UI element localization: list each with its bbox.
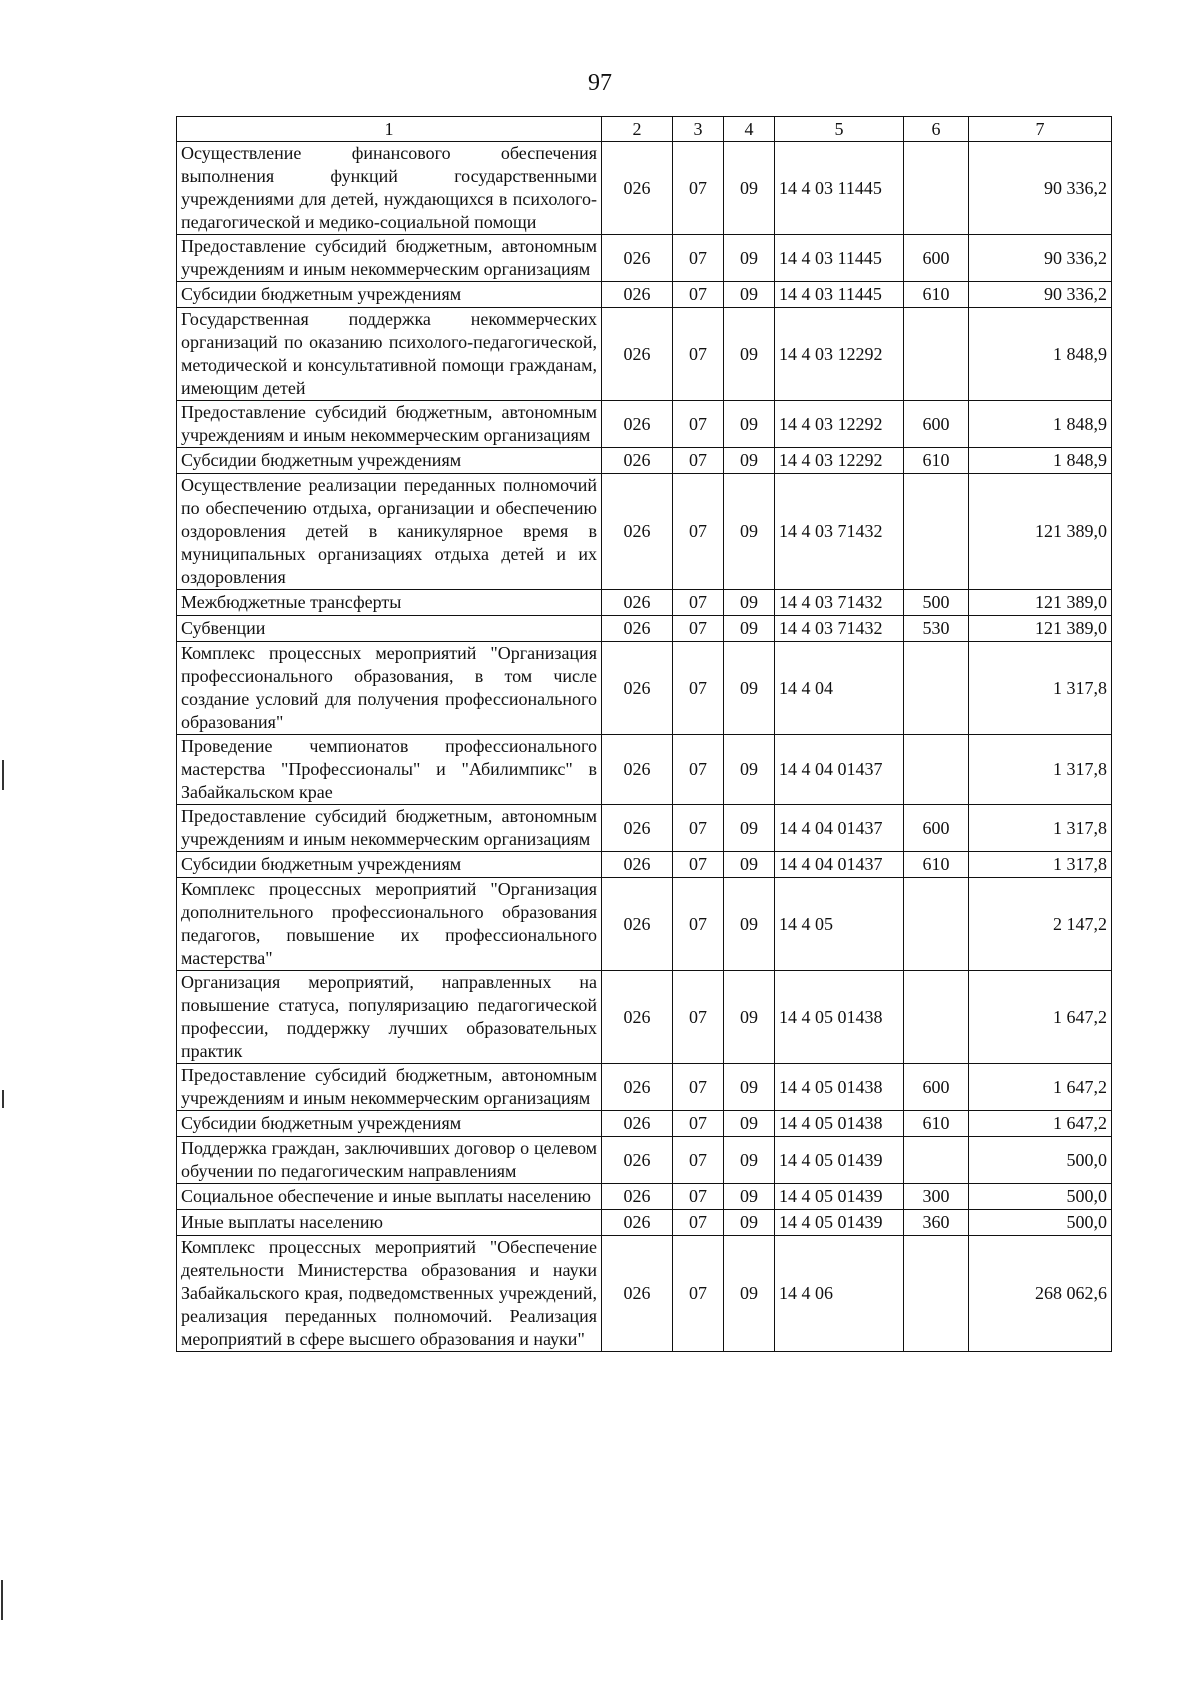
table-row — [177, 401, 1112, 448]
subsection-code: 09 — [724, 971, 775, 1064]
table-body — [177, 142, 1112, 1352]
table-row — [177, 1236, 1112, 1352]
amount: 1 647,2 — [969, 1111, 1112, 1137]
amount: 500,0 — [969, 1210, 1112, 1236]
amount: 1 848,9 — [969, 448, 1112, 474]
subsection-code: 09 — [724, 235, 775, 282]
table-row — [177, 616, 1112, 642]
ministry-code: 026 — [602, 878, 673, 971]
section-code: 07 — [673, 1236, 724, 1352]
target-article-code: 14 4 04 — [775, 642, 904, 735]
subsection-code: 09 — [724, 308, 775, 401]
page-number: 97 — [588, 70, 612, 96]
row-name: Проведение чемпионатов профессионального мастерства "Профессионалы" и "Абилимпикс" в Забайкальском крае — [177, 735, 602, 805]
target-article-code: 14 4 03 12292 — [775, 401, 904, 448]
table-row — [177, 805, 1112, 852]
table-row — [177, 1137, 1112, 1184]
section-code: 07 — [673, 878, 724, 971]
expense-type-code: 600 — [904, 235, 969, 282]
target-article-code: 14 4 03 12292 — [775, 448, 904, 474]
section-code: 07 — [673, 1111, 724, 1137]
table-row — [177, 282, 1112, 308]
ministry-code: 026 — [602, 142, 673, 235]
column-header: 4 — [724, 117, 775, 142]
table-row — [177, 1210, 1112, 1236]
ministry-code: 026 — [602, 1064, 673, 1111]
amount: 1 848,9 — [969, 308, 1112, 401]
section-code: 07 — [673, 1184, 724, 1210]
expense-type-code — [904, 1137, 969, 1184]
row-name: Субсидии бюджетным учреждениям — [177, 1111, 602, 1137]
row-name: Государственная поддержка некоммерческих организаций по оказанию психолого-педагогической, методической и консультативной помощи гражданам, имеющим детей — [177, 308, 602, 401]
section-code: 07 — [673, 735, 724, 805]
subsection-code: 09 — [724, 1236, 775, 1352]
subsection-code: 09 — [724, 474, 775, 590]
column-header: 5 — [775, 117, 904, 142]
expense-type-code: 600 — [904, 805, 969, 852]
ministry-code: 026 — [602, 590, 673, 616]
ministry-code: 026 — [602, 235, 673, 282]
expense-type-code — [904, 735, 969, 805]
target-article-code: 14 4 03 71432 — [775, 474, 904, 590]
row-name: Социальное обеспечение и иные выплаты населению — [177, 1184, 602, 1210]
column-header: 1 — [177, 117, 602, 142]
column-header: 2 — [602, 117, 673, 142]
section-code: 07 — [673, 474, 724, 590]
target-article-code: 14 4 03 11445 — [775, 142, 904, 235]
row-name: Предоставление субсидий бюджетным, автономным учреждениям и иным некоммерческим организациям — [177, 1064, 602, 1111]
amount: 1 317,8 — [969, 852, 1112, 878]
expense-type-code: 610 — [904, 852, 969, 878]
amount: 1 317,8 — [969, 735, 1112, 805]
column-number-row — [177, 117, 1112, 142]
expense-type-code — [904, 642, 969, 735]
amount: 1 317,8 — [969, 805, 1112, 852]
subsection-code: 09 — [724, 1184, 775, 1210]
target-article-code: 14 4 03 71432 — [775, 616, 904, 642]
subsection-code: 09 — [724, 878, 775, 971]
expense-type-code: 600 — [904, 401, 969, 448]
row-name: Комплекс процессных мероприятий "Обеспечение деятельности Министерства образования и науки Забайкальского края, подведомственных учреждений, реализация переданных полномочий. Реализация мероприятий в сфере высшего образования и науки" — [177, 1236, 602, 1352]
target-article-code: 14 4 05 01438 — [775, 1064, 904, 1111]
budget-table — [176, 116, 1112, 1352]
target-article-code: 14 4 03 71432 — [775, 590, 904, 616]
row-name: Осуществление реализации переданных полномочий по обеспечению отдыха, организации и обеспечению оздоровления детей в каникулярное время в муниципальных организациях отдыха детей и их оздоровления — [177, 474, 602, 590]
amount: 121 389,0 — [969, 616, 1112, 642]
expense-type-code — [904, 878, 969, 971]
subsection-code: 09 — [724, 642, 775, 735]
expense-type-code: 360 — [904, 1210, 969, 1236]
target-article-code: 14 4 05 01439 — [775, 1184, 904, 1210]
amount: 90 336,2 — [969, 282, 1112, 308]
ministry-code: 026 — [602, 282, 673, 308]
scan-edge-mark — [2, 760, 4, 790]
table-row — [177, 642, 1112, 735]
row-name: Предоставление субсидий бюджетным, автономным учреждениям и иным некоммерческим организациям — [177, 235, 602, 282]
section-code: 07 — [673, 616, 724, 642]
subsection-code: 09 — [724, 1064, 775, 1111]
subsection-code: 09 — [724, 401, 775, 448]
expense-type-code: 610 — [904, 1111, 969, 1137]
subsection-code: 09 — [724, 616, 775, 642]
target-article-code: 14 4 03 12292 — [775, 308, 904, 401]
subsection-code: 09 — [724, 1111, 775, 1137]
row-name: Субсидии бюджетным учреждениям — [177, 448, 602, 474]
subsection-code: 09 — [724, 852, 775, 878]
section-code: 07 — [673, 235, 724, 282]
amount: 1 848,9 — [969, 401, 1112, 448]
row-name: Комплекс процессных мероприятий "Организация дополнительного профессионального образования педагогов, повышение их профессионального мастерства" — [177, 878, 602, 971]
row-name: Осуществление финансового обеспечения выполнения функций государственными учреждениями для детей, нуждающихся в психолого-педагогической и медико-социальной помощи — [177, 142, 602, 235]
row-name: Комплекс процессных мероприятий "Организация профессионального образования, в том числе создание условий для получения профессионального образования" — [177, 642, 602, 735]
subsection-code: 09 — [724, 1210, 775, 1236]
section-code: 07 — [673, 805, 724, 852]
subsection-code: 09 — [724, 590, 775, 616]
target-article-code: 14 4 05 — [775, 878, 904, 971]
expense-type-code — [904, 474, 969, 590]
column-header: 6 — [904, 117, 969, 142]
table-row — [177, 474, 1112, 590]
section-code: 07 — [673, 308, 724, 401]
expense-type-code — [904, 1236, 969, 1352]
target-article-code: 14 4 04 01437 — [775, 735, 904, 805]
row-name: Субвенции — [177, 616, 602, 642]
ministry-code: 026 — [602, 1210, 673, 1236]
table-row — [177, 448, 1112, 474]
amount: 2 147,2 — [969, 878, 1112, 971]
table-row — [177, 1184, 1112, 1210]
table-row — [177, 308, 1112, 401]
expense-type-code: 600 — [904, 1064, 969, 1111]
scan-edge-mark — [1, 1580, 3, 1620]
section-code: 07 — [673, 282, 724, 308]
amount: 90 336,2 — [969, 235, 1112, 282]
amount: 1 647,2 — [969, 971, 1112, 1064]
row-name: Предоставление субсидий бюджетным, автономным учреждениям и иным некоммерческим организациям — [177, 401, 602, 448]
subsection-code: 09 — [724, 448, 775, 474]
ministry-code: 026 — [602, 448, 673, 474]
row-name: Поддержка граждан, заключивших договор о целевом обучении по педагогическим направлениям — [177, 1137, 602, 1184]
scan-edge-mark — [2, 1090, 4, 1108]
expense-type-code — [904, 308, 969, 401]
expense-type-code: 610 — [904, 282, 969, 308]
amount: 500,0 — [969, 1184, 1112, 1210]
column-header: 7 — [969, 117, 1112, 142]
ministry-code: 026 — [602, 1184, 673, 1210]
amount: 121 389,0 — [969, 590, 1112, 616]
target-article-code: 14 4 05 01438 — [775, 971, 904, 1064]
ministry-code: 026 — [602, 805, 673, 852]
target-article-code: 14 4 03 11445 — [775, 282, 904, 308]
subsection-code: 09 — [724, 282, 775, 308]
amount: 1 317,8 — [969, 642, 1112, 735]
amount: 1 647,2 — [969, 1064, 1112, 1111]
ministry-code: 026 — [602, 616, 673, 642]
amount: 268 062,6 — [969, 1236, 1112, 1352]
section-code: 07 — [673, 448, 724, 474]
amount: 90 336,2 — [969, 142, 1112, 235]
section-code: 07 — [673, 401, 724, 448]
target-article-code: 14 4 06 — [775, 1236, 904, 1352]
ministry-code: 026 — [602, 1137, 673, 1184]
amount: 121 389,0 — [969, 474, 1112, 590]
table-row — [177, 142, 1112, 235]
subsection-code: 09 — [724, 735, 775, 805]
section-code: 07 — [673, 1210, 724, 1236]
expense-type-code: 610 — [904, 448, 969, 474]
section-code: 07 — [673, 590, 724, 616]
ministry-code: 026 — [602, 401, 673, 448]
table-row — [177, 852, 1112, 878]
section-code: 07 — [673, 142, 724, 235]
expense-type-code: 530 — [904, 616, 969, 642]
target-article-code: 14 4 03 11445 — [775, 235, 904, 282]
expense-type-code: 500 — [904, 590, 969, 616]
target-article-code: 14 4 05 01439 — [775, 1210, 904, 1236]
target-article-code: 14 4 05 01439 — [775, 1137, 904, 1184]
ministry-code: 026 — [602, 308, 673, 401]
expense-type-code — [904, 142, 969, 235]
expense-type-code — [904, 971, 969, 1064]
subsection-code: 09 — [724, 142, 775, 235]
ministry-code: 026 — [602, 1111, 673, 1137]
section-code: 07 — [673, 1064, 724, 1111]
table-row — [177, 971, 1112, 1064]
table-row — [177, 735, 1112, 805]
section-code: 07 — [673, 852, 724, 878]
row-name: Организация мероприятий, направленных на повышение статуса, популяризацию педагогической профессии, поддержку лучших образовательных практик — [177, 971, 602, 1064]
column-header: 3 — [673, 117, 724, 142]
ministry-code: 026 — [602, 852, 673, 878]
table-row — [177, 235, 1112, 282]
ministry-code: 026 — [602, 642, 673, 735]
row-name: Субсидии бюджетным учреждениям — [177, 852, 602, 878]
target-article-code: 14 4 04 01437 — [775, 852, 904, 878]
row-name: Межбюджетные трансферты — [177, 590, 602, 616]
table-row — [177, 1064, 1112, 1111]
amount: 500,0 — [969, 1137, 1112, 1184]
target-article-code: 14 4 04 01437 — [775, 805, 904, 852]
table-row — [177, 590, 1112, 616]
section-code: 07 — [673, 1137, 724, 1184]
ministry-code: 026 — [602, 735, 673, 805]
target-article-code: 14 4 05 01438 — [775, 1111, 904, 1137]
subsection-code: 09 — [724, 1137, 775, 1184]
ministry-code: 026 — [602, 971, 673, 1064]
table-row — [177, 1111, 1112, 1137]
expense-type-code: 300 — [904, 1184, 969, 1210]
row-name: Предоставление субсидий бюджетным, автономным учреждениям и иным некоммерческим организациям — [177, 805, 602, 852]
section-code: 07 — [673, 971, 724, 1064]
ministry-code: 026 — [602, 1236, 673, 1352]
table-row — [177, 878, 1112, 971]
row-name: Субсидии бюджетным учреждениям — [177, 282, 602, 308]
subsection-code: 09 — [724, 805, 775, 852]
ministry-code: 026 — [602, 474, 673, 590]
section-code: 07 — [673, 642, 724, 735]
row-name: Иные выплаты населению — [177, 1210, 602, 1236]
